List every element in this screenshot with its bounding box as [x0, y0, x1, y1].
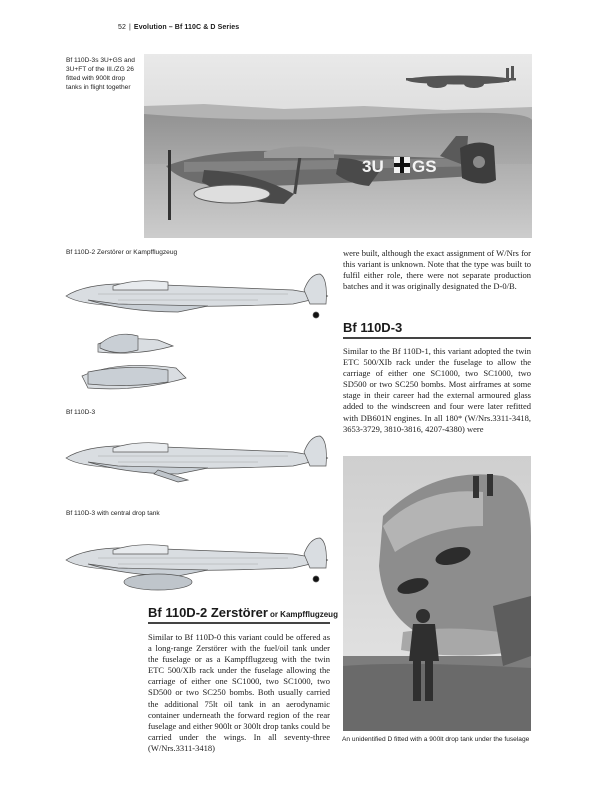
profile-drawing-d3 — [58, 418, 342, 500]
balkenkreuz-icon — [394, 157, 410, 173]
fuselage-code-right: GS — [412, 157, 437, 176]
profile-d3-caption: Bf 110D-3 — [66, 409, 96, 416]
profile-d2-caption: Bf 110D-2 Zerstörer or Kampfflugzeug — [66, 249, 178, 256]
profile-drawing-d2 — [58, 260, 342, 400]
running-title: Evolution – Bf 110C & D Series — [133, 24, 240, 31]
top-photo-caption: Bf 110D-3s 3U+GS and 3U+FT of the III./ZG 26 fitted with 900lt drop tanks in flight together — [66, 57, 135, 91]
page-number: 52 — [118, 24, 126, 31]
d2-heading-sub: or Kampfflugzeug — [269, 610, 338, 619]
heading-rule-d2 — [148, 622, 330, 624]
d3-paragraph: Similar to the Bf 110D-1, this variant adopted the twin ETC 500/XIb rack under the fuselage to allow the carriage of either one SC1000, two SC1000, two SD500 or two SC250 bombs. Most airframes at some stage in their career had the external armoured glass added to the windscreen and four were later refitted with DB601N engines. In all 180* (W/Nrs.3311-3418, 3653-3729, 3810-3816, 4207-4380) were — [343, 346, 531, 434]
bottom-photo-caption: An unidentified D fitted with a 900lt drop tank under the fuselage — [342, 736, 530, 743]
section-heading-d3: Bf 110D-3 — [343, 320, 403, 335]
profile-d3-tank-caption: Bf 110D-3 with central drop tank — [66, 510, 160, 517]
profile-drawing-d3-tank — [58, 518, 342, 608]
right-top-paragraph: were built, although the exact assignment of W/Nrs for this variant is unknown. Note that the type was built to fulfil either role, there were not separate production batches and it was originally designated the D-0/B. — [343, 248, 531, 292]
top-photo — [144, 54, 532, 238]
heading-rule-d3 — [343, 337, 531, 339]
fuselage-code-left: 3U — [362, 157, 384, 176]
bottom-photo — [343, 456, 531, 731]
section-heading-d2 — [148, 605, 338, 620]
page-header: 52 | Evolution – Bf 110C & D Series — [118, 24, 240, 31]
d2-heading-main: Bf 110D-2 Zerstörer — [148, 605, 268, 620]
d2-paragraph: Similar to Bf 110D-0 this variant could be offered as a long-range Zerstörer with the fuel/oil tank under the fuselage or as a Kampfflugzeug with the twin ETC 500/XIb rack under the fuselage allowing the carriage of either one SC1000, two SC1000, two SD500 or two SC250 bombs. Both usually carried the additional 75lt oil tank in an aerodynamic container underneath the forward region of the rear fuselage and either 900lt or 300lt drop tanks could be carried under the wings. In all seventy-three (W/Nrs.3311-3418) — [148, 632, 330, 753]
